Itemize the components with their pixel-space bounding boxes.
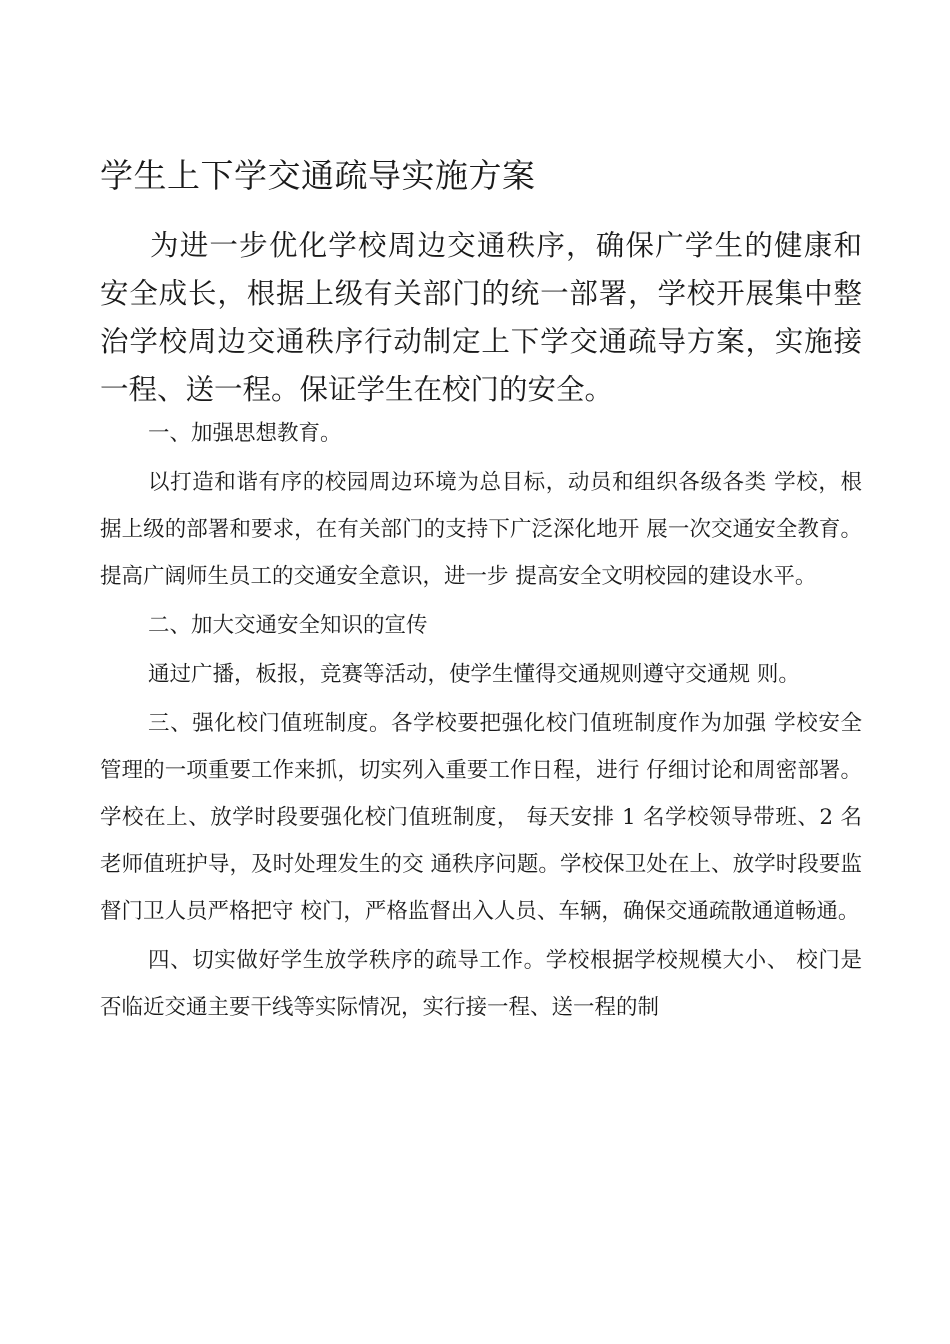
document-body bbox=[100, 410, 862, 1033]
body-paragraph: 通过广播，板报，竞赛等活动，使学生懂得交通规则遵守交通规 则。 bbox=[148, 662, 800, 687]
section-paragraph-4: 四、切实做好学生放学秩序的疏导工作。学校根据学校规模大小、 校门是否临近交通主要干线等实际情况，实行接一程、送一程的制 bbox=[100, 948, 862, 1020]
body-paragraph: 以打造和谐有序的校园周边环境为总目标，动员和组织各级各类 学校，根据上级的部署和要求，在有关部门的支持下广泛深化地开 展一次交通安全教育。提高广阔师生员工的交通安全意识，进一步 提高安全文明校园的建设水平。 bbox=[100, 470, 862, 589]
section-paragraph-3: 三、强化校门值班制度。各学校要把强化校门值班制度作为加强 学校安全管理的一项重要工作来抓，切实列入重要工作日程，进行 仔细讨论和周密部署。学校在上、放学时段要强化校门值班制度， 每天安排 1 名学校领导带班、2 名老师值班护导，及时处理发生的交 通秩序问题。学校保卫处在上、放学时段要监督门卫人员严格把守 校门，严格监督出入人员、车辆，确保交通疏散通道畅通。 bbox=[100, 711, 862, 924]
document-title: 学生上下学交通疏导实施方案 bbox=[100, 156, 536, 195]
section-heading-2: 二、加大交通安全知识的宣传 bbox=[148, 613, 428, 638]
section-heading-1: 一、加强思想教育。 bbox=[148, 421, 342, 446]
intro-paragraph: 为进一步优化学校周边交通秩序，确保广学生的健康和 安全成长，根据上级有关部门的统一部署，学校开展集中整 治学校周边交通秩序行动制定上下学交通疏导方案，实施接 一程、送一程。保证学生在校门的安全。 bbox=[100, 229, 862, 406]
